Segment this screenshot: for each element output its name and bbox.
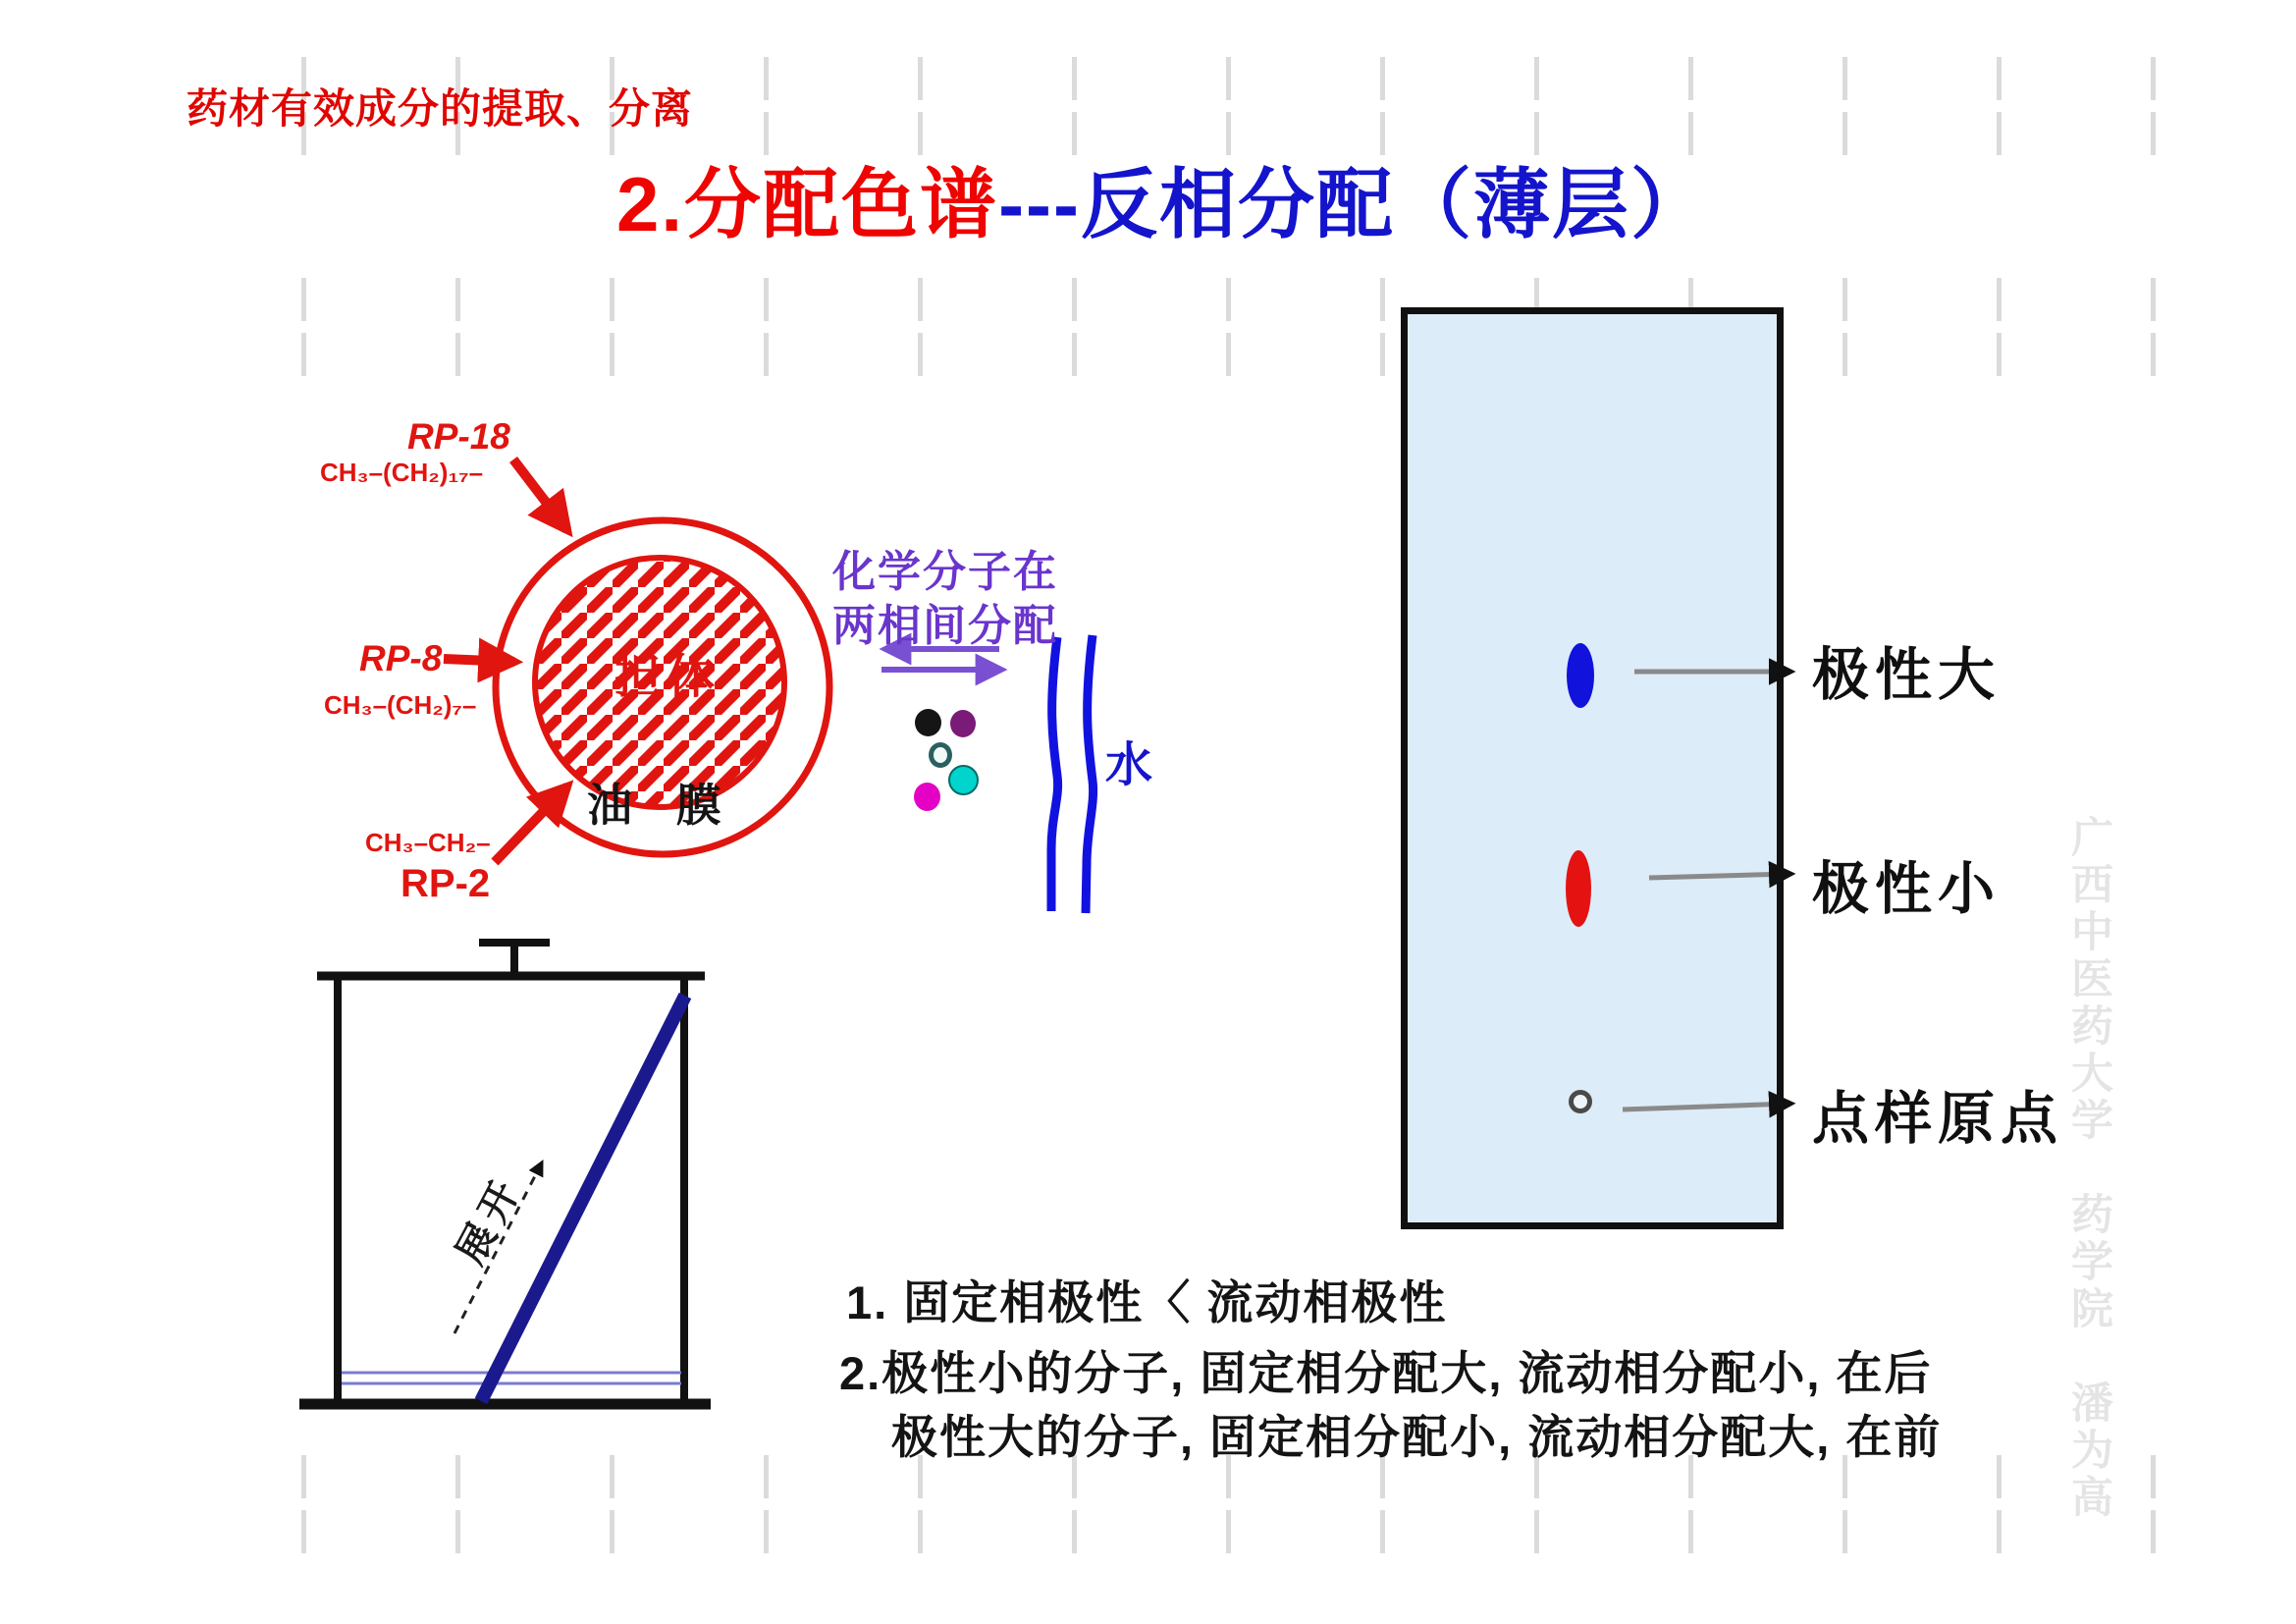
rp2-formula: CH₃–CH₂– <box>365 828 491 857</box>
note-line-2: 2.极性小的分子, 固定相分配大, 流动相分配小, 在后 <box>839 1347 1933 1399</box>
slide-title-red: 2.分配色谱 <box>616 161 999 247</box>
rp2-label: RP-2 <box>400 862 491 905</box>
watermark: 广西中医药大学 药学院 潘为高 <box>2065 815 2112 1522</box>
high-polarity-spot <box>1567 643 1594 708</box>
rp18-label: RP-18 <box>407 416 510 457</box>
water-boundary-line-2 <box>1086 635 1094 913</box>
partition-caption-line1: 化学分子在 <box>832 548 1058 596</box>
slide-subtitle: 药材有效成分的提取、分离 <box>187 85 694 132</box>
high-polarity-label: 极性大 <box>1812 643 2002 707</box>
rp18-arrow <box>513 460 567 530</box>
water-label: 水 <box>1105 739 1153 791</box>
origin-arrow <box>1623 1104 1790 1110</box>
molecule-dot-ring <box>929 742 952 768</box>
oil-film-label: 油 膜 <box>587 780 737 831</box>
plate-pointer-arrows <box>1623 672 1790 1110</box>
note-line-1: 1. 固定相极性〈 流动相极性 <box>846 1276 1448 1328</box>
rp18-formula: CH₃–(CH₂)₁₇– <box>320 458 484 487</box>
low-polarity-spot <box>1566 850 1591 927</box>
low-polarity-label: 极性小 <box>1812 857 2002 921</box>
molecule-dot-black <box>915 709 941 736</box>
origin-spot <box>1569 1090 1592 1113</box>
molecule-dot-magenta <box>914 783 940 811</box>
water-boundary-line-1 <box>1051 637 1058 911</box>
carrier-label: 担体 <box>614 651 721 703</box>
molecule-dot-purple <box>950 710 976 737</box>
rp2-arrow <box>495 786 567 862</box>
develop-label: 展开 <box>449 1167 532 1272</box>
slide-title <box>616 143 1709 253</box>
rp8-arrow <box>444 659 514 662</box>
origin-label: 点样原点 <box>1812 1087 2064 1151</box>
partition-caption-line2: 两相间分配 <box>832 602 1058 650</box>
molecule-dot-cyan <box>948 765 979 795</box>
note-line-3: 极性大的分子, 固定相分配小, 流动相分配大, 在前 <box>891 1411 1943 1463</box>
low-polarity-arrow <box>1649 874 1790 878</box>
slide-title-blue: ---反相分配（薄层） <box>998 161 1709 247</box>
rp8-label: RP-8 <box>359 638 443 678</box>
partition-equilibrium <box>881 635 1094 913</box>
rp8-formula: CH₃–(CH₂)₇– <box>324 690 477 720</box>
